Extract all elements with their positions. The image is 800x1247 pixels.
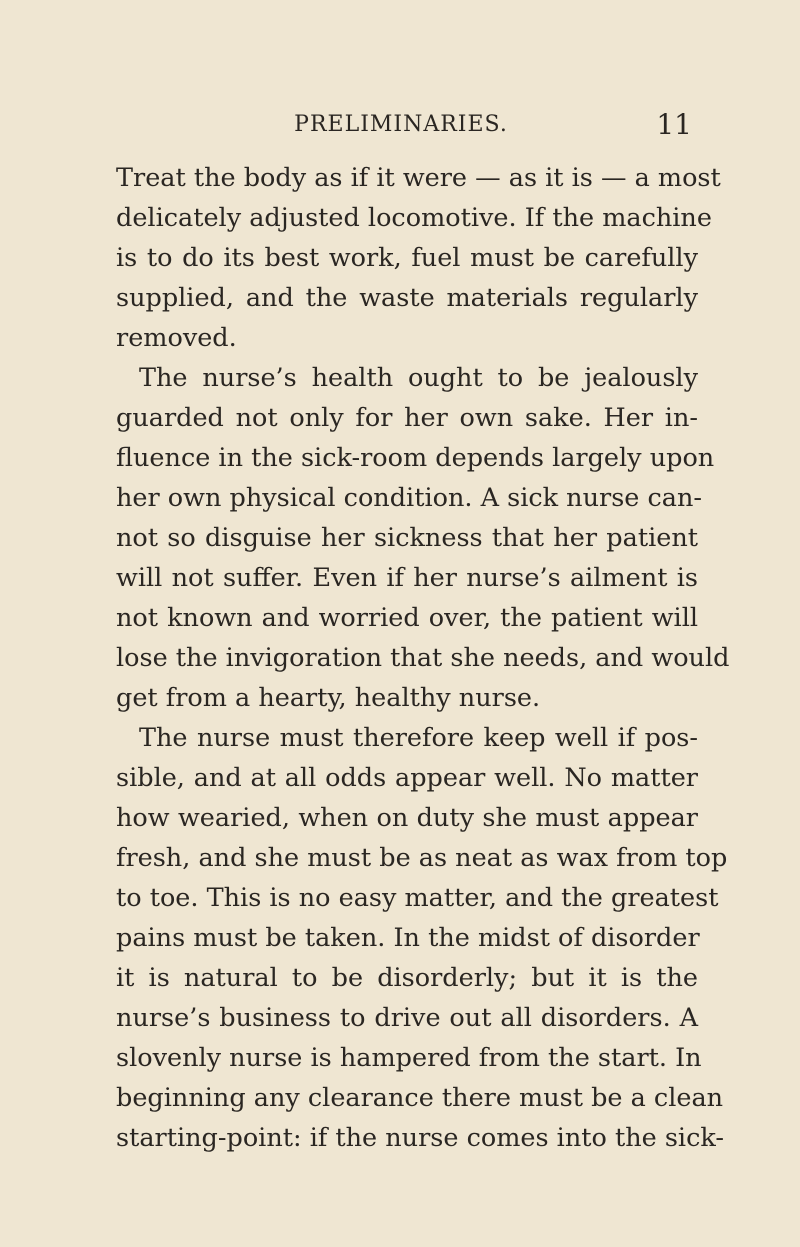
- text-line: fresh, and she must be as neat as wax from top: [116, 843, 728, 873]
- text-line: to toe. This is no easy matter, and the greatest: [116, 883, 719, 913]
- text-line: delicately adjusted locomotive. If the machine: [116, 203, 712, 233]
- text-line: sible, and at all odds appear well. No matter: [116, 763, 698, 793]
- text-line: nurse’s business to drive out all disorders. A: [116, 1003, 698, 1033]
- text-line: pains must be taken. In the midst of disorder: [116, 923, 700, 953]
- text-line: supplied, and the waste materials regularly: [116, 283, 698, 313]
- text-line: The nurse must therefore keep well if pos-: [139, 723, 698, 753]
- running-head-title: PRELIMINARIES.: [294, 112, 508, 137]
- text-line: get from a hearty, healthy nurse.: [116, 683, 541, 713]
- text-line: The nurse’s health ought to be jealously: [139, 363, 698, 393]
- text-line: it is natural to be disorderly; but it is the: [116, 963, 698, 993]
- text-line: her own physical condition. A sick nurse can-: [116, 483, 703, 513]
- page-number: 11: [656, 108, 692, 141]
- running-head: [110, 108, 692, 148]
- text-line: removed.: [116, 323, 237, 353]
- text-line: not known and worried over, the patient will: [116, 603, 698, 633]
- text-line: not so disguise her sickness that her patient: [116, 523, 698, 553]
- text-line: starting-point: if the nurse comes into the sick-: [116, 1123, 724, 1153]
- text-line: Treat the body as if it were — as it is — a most: [116, 163, 721, 193]
- text-line: is to do its best work, fuel must be carefully: [116, 243, 698, 273]
- text-line: will not suffer. Even if her nurse’s ailment is: [116, 563, 698, 593]
- text-line: lose the invigoration that she needs, and would: [116, 643, 730, 673]
- text-line: guarded not only for her own sake. Her in-: [116, 403, 698, 433]
- text-line: how wearied, when on duty she must appear: [116, 803, 698, 833]
- text-line: beginning any clearance there must be a clean: [116, 1083, 724, 1113]
- text-line: fluence in the sick-room depends largely upon: [116, 443, 715, 473]
- text-line: slovenly nurse is hampered from the start. In: [116, 1043, 702, 1073]
